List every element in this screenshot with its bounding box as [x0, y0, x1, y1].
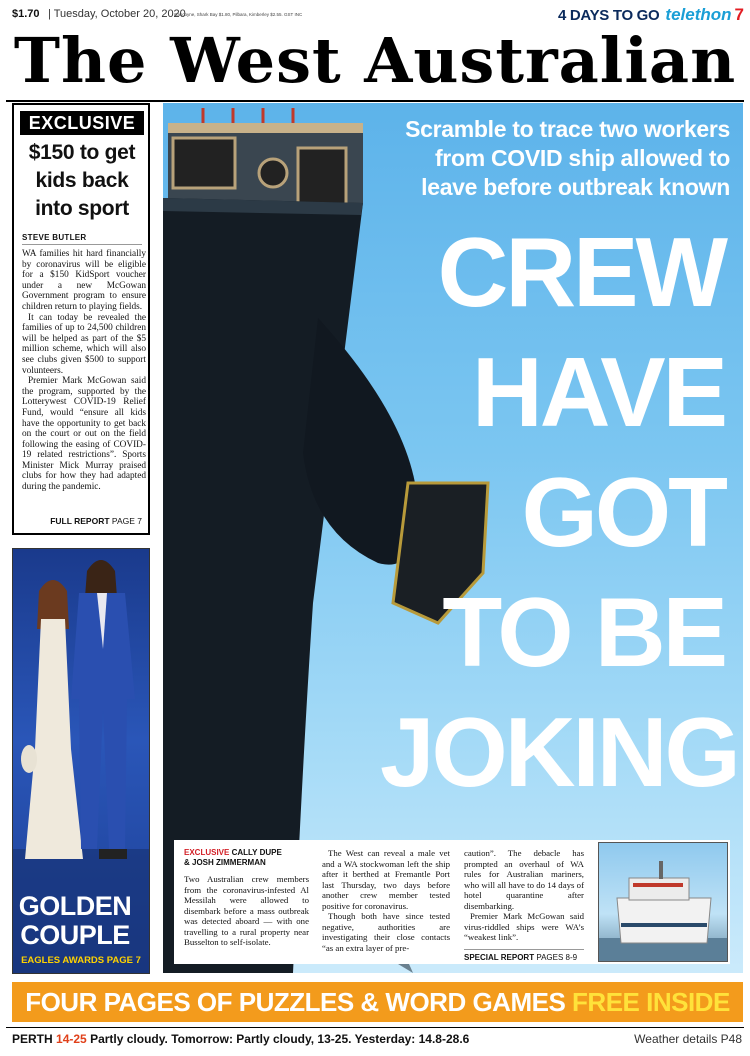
story-column-3 [464, 848, 584, 963]
weather-details-link[interactable]: Weather details P48 [634, 1032, 742, 1046]
masthead: The West Australian [13, 24, 737, 97]
exclusive-paragraph: Premier Mark McGowan said the program, supported by the Lotterywest COVID-19 Relief Fund, would “ensure all kids have the opportunity to get back on the court or out on the field following the easing of COVID-19 related restrictions”. Sports Minister Mick Murray praised clubs for how they had adapted during the pandemic. [22, 376, 146, 493]
exclusive-tag: EXCLUSIVE [20, 111, 144, 135]
headline-line: GOT [521, 457, 725, 567]
ship-thumbnail-photo[interactable] [598, 842, 728, 962]
cover-price: $1.70 [12, 8, 40, 20]
headline-line: TO BE [442, 577, 725, 687]
puzzles-promo-bar[interactable] [12, 982, 743, 1022]
main-exclusive-tag: EXCLUSIVE [184, 848, 230, 857]
story-column-1 [184, 848, 309, 948]
regional-prices: Gascoyne, Shark Bay $1.80, Pilbara, Kimberley $2.55. GST INC [174, 12, 303, 17]
headline-line: HAVE [471, 337, 725, 447]
telethon-logo: telethon [665, 5, 732, 24]
golden-couple-caption[interactable]: GOLDEN COUPLE [18, 891, 132, 950]
headline-line: JOKING [380, 697, 738, 807]
exclusive-body [22, 249, 146, 493]
weather-strip [12, 1032, 469, 1046]
free-inside-text: FREE INSIDE [572, 987, 730, 1017]
puzzles-promo-text: FOUR PAGES OF PUZZLES & WORD GAMES [25, 987, 566, 1017]
masthead-rule [6, 100, 744, 102]
eagles-awards-caption: EAGLES AWARDS PAGE 7 [21, 955, 141, 966]
headline-line: CREW [437, 217, 725, 327]
channel-seven-logo: 7 [734, 5, 744, 24]
story-paragraph: Two Australian crew members from the coronavirus-infested Al Messilah were allowed to disembark before a mass outbreak was detected aboard — with one travelling to a rural property near Busselton to self-isolate. [184, 874, 309, 947]
special-report-link[interactable]: SPECIAL REPORT PAGES 8-9 [464, 949, 584, 964]
main-headline[interactable] [380, 212, 738, 812]
weather-city: PERTH [12, 1032, 53, 1046]
ship-thumbnail-illustration [599, 843, 728, 962]
story-paragraph: Though both have since tested negative, authorities are investigating their close contacts “as an extra layer of pre- [322, 911, 450, 953]
full-report-link[interactable] [50, 516, 142, 526]
story-column-2 [322, 848, 450, 953]
weather-range: 14-25 [56, 1032, 87, 1046]
issue-date: | Tuesday, October 20, 2020 [48, 8, 186, 20]
weather-forecast: Partly cloudy. Tomorrow: Partly cloudy, 13-25. Yesterday: 14.8-28.6 [90, 1032, 470, 1046]
main-story-byline: EXCLUSIVE CALLY DUPE & JOSH ZIMMERMAN [184, 848, 282, 867]
byline-divider [22, 244, 142, 245]
telethon-countdown: 4 DAYS TO GO [557, 6, 660, 24]
top-strip [0, 0, 750, 24]
full-report-page: PAGE 7 [111, 516, 142, 526]
exclusive-headline[interactable]: $150 to get kids back into sport [28, 141, 136, 220]
full-report-label: FULL REPORT [50, 516, 110, 526]
story-paragraph: The West can reveal a male vet and a WA stockwoman left the ship after it berthed at Fremantle Port last Thursday, two days before another crew member tested positive for coronavirus. [322, 848, 450, 911]
story-paragraph: caution”. The debacle has prompted an overhaul of WA rules for Australian mariners, who will all have to do 14 days of hotel quarantine after disembarking. [464, 848, 584, 911]
story-paragraph: Premier Mark McGowan said virus-riddled ships were WA’s “weakest link”. [464, 911, 584, 942]
sub-headline: Scramble to trace two workers from COVID ship allowed to leave before outbreak known [405, 116, 730, 200]
exclusive-story-box[interactable] [12, 103, 150, 535]
footer-rule [6, 1027, 744, 1028]
exclusive-paragraph: It can today be revealed the families of up to 24,500 children will be helped as part of the $5 million scheme, which will also see clubs given $500 to support volunteers. [22, 312, 146, 376]
exclusive-byline: STEVE BUTLER [22, 233, 87, 242]
exclusive-paragraph: WA families hit hard financially by coronavirus will be eligible for a $150 KidSport voucher under a new McGowan Government program to ensure children return to playing fields. [22, 249, 146, 312]
